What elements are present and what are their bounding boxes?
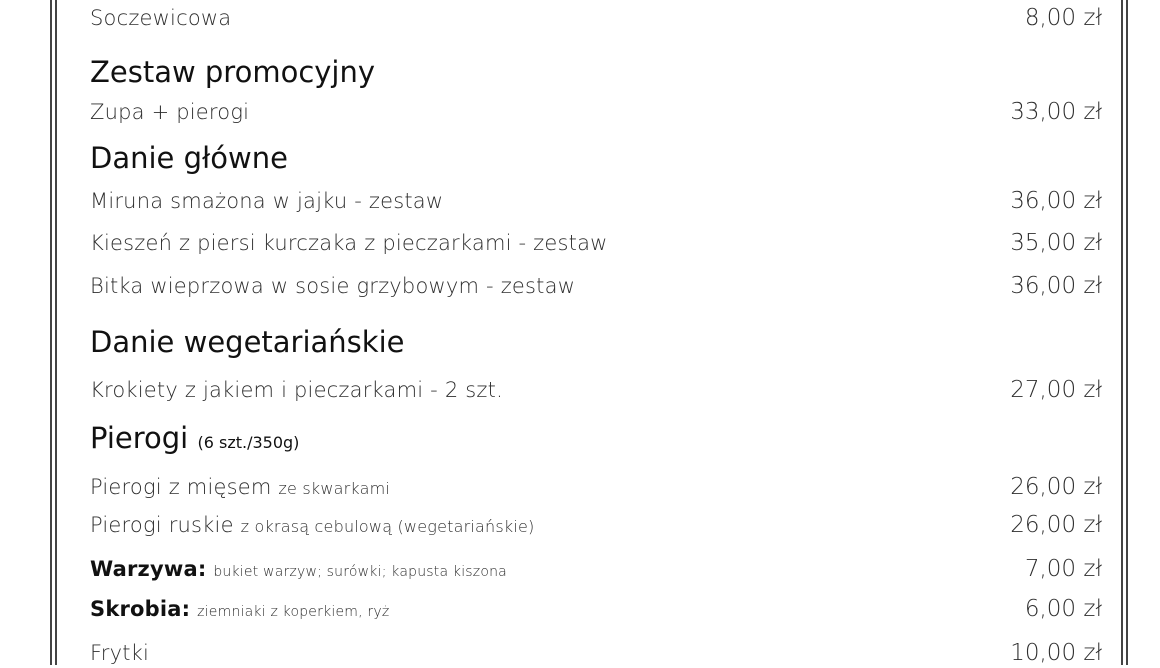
item-name: Krokiety z jakiem i pieczarkami - 2 szt. — [90, 378, 503, 402]
section-heading — [90, 57, 1102, 87]
menu-item — [90, 228, 1102, 258]
menu-item — [90, 97, 1102, 127]
item-name: Miruna smażona w jajku - zestaw — [90, 189, 444, 213]
item-name: Pierogi z mięsem — [90, 475, 272, 499]
item-name: Warzywa: — [90, 557, 207, 581]
menu-border-left — [50, 0, 52, 665]
item-price: 35,00 zł — [1010, 230, 1102, 256]
item-note: bukiet warzyw; surówki; kapusta kiszona — [213, 564, 507, 580]
menu-item — [90, 375, 1102, 405]
menu-item — [90, 271, 1102, 301]
menu-border-left-inner — [55, 0, 57, 665]
item-price: 36,00 zł — [1010, 188, 1102, 214]
item-name: Frytki — [90, 641, 150, 665]
section-title-text: Pierogi — [90, 421, 189, 455]
section-title-note: (6 szt./350g) — [197, 433, 300, 452]
item-price: 36,00 zł — [1010, 273, 1102, 299]
item-price: 27,00 zł — [1010, 377, 1102, 403]
section-title: Danie główne — [90, 141, 288, 175]
section-heading — [90, 327, 1102, 357]
menu-border-right-inner — [1121, 0, 1123, 665]
item-price: 8,00 zł — [1024, 5, 1102, 31]
item-price: 26,00 zł — [1010, 512, 1102, 538]
section-title — [90, 421, 299, 455]
item-note: z okrasą cebulową (wegetariańskie) — [240, 517, 535, 536]
item-note: ziemniaki z koperkiem, ryż — [197, 604, 390, 620]
menu-item — [90, 472, 1102, 502]
menu-item — [90, 3, 1102, 33]
menu-item — [90, 186, 1102, 216]
section-title: Zestaw promocyjny — [90, 55, 376, 89]
item-name: Kieszeń z piersi kurczaka z pieczarkami - zestaw — [90, 231, 608, 255]
item-price: 7,00 zł — [1024, 556, 1102, 582]
item-price: 6,00 zł — [1024, 596, 1102, 622]
item-note: ze skwarkami — [278, 479, 391, 498]
item-name: Skrobia: — [90, 597, 191, 621]
menu-item — [90, 510, 1102, 540]
item-price: 26,00 zł — [1010, 474, 1102, 500]
menu-item — [90, 594, 1102, 624]
item-name: Bitka wieprzowa w sosie grzybowym - zestaw — [90, 274, 576, 298]
item-name: Zupa + pierogi — [90, 100, 250, 124]
item-price: 10,00 zł — [1010, 640, 1102, 666]
item-price: 33,00 zł — [1010, 99, 1102, 125]
section-heading — [90, 143, 1102, 173]
item-name: Pierogi ruskie — [90, 513, 234, 537]
item-name: Soczewicowa — [90, 6, 232, 30]
section-heading — [90, 423, 1102, 453]
menu-item — [90, 554, 1102, 584]
menu-item — [90, 638, 1102, 668]
section-title: Danie wegetariańskie — [90, 325, 405, 359]
menu-border-right — [1126, 0, 1128, 665]
